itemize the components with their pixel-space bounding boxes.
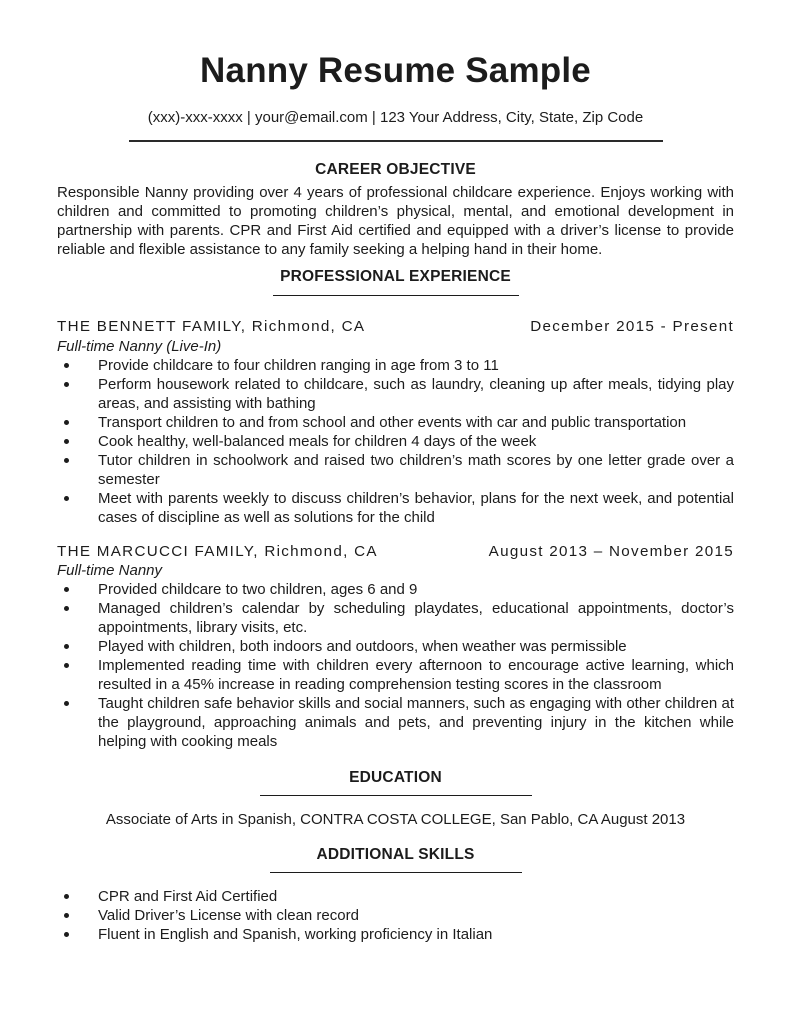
list-item: [57, 637, 734, 656]
job-bullet-list-bennett: [57, 356, 734, 527]
list-item: [57, 356, 734, 375]
list-item: [57, 432, 734, 451]
employer-name: THE BENNETT FAMILY, Richmond, CA: [57, 318, 366, 335]
list-item: [57, 925, 734, 944]
job-header-bennett: [57, 317, 734, 337]
bullet-icon: [64, 363, 69, 368]
job-title: Full-time Nanny: [57, 562, 163, 579]
section-heading-professional-experience: PROFESSIONAL EXPERIENCE: [280, 268, 511, 285]
list-item: [57, 887, 734, 906]
bullet-icon: [64, 458, 69, 463]
section-underline-professional-experience: [273, 295, 519, 296]
bullet-text: CPR and First Aid Certified: [98, 888, 278, 905]
bullet-text: Tutor children in schoolwork and raised two children’s math scores by one letter grade over a semester: [98, 451, 734, 488]
education-entry: Associate of Arts in Spanish, CONTRA COSTA COLLEGE, San Pablo, CA August 2013: [105, 811, 686, 828]
bullet-icon: [64, 701, 69, 706]
list-item: [57, 375, 734, 413]
bullet-icon: [64, 382, 69, 387]
list-item: [57, 906, 734, 925]
bullet-text: Provided childcare to two children, ages 6 and 9: [98, 581, 418, 598]
bullet-icon: [64, 587, 69, 592]
bullet-icon: [64, 644, 69, 649]
employment-dates: December 2015 - Present: [530, 318, 734, 335]
list-item: [57, 580, 734, 599]
bullet-icon: [64, 663, 69, 668]
job-bullet-list-marcucci: [57, 580, 734, 751]
bullet-text: Fluent in English and Spanish, working proficiency in Italian: [98, 926, 493, 943]
list-item: [57, 413, 734, 432]
bullet-text: Valid Driver’s License with clean record: [98, 907, 359, 924]
bullet-icon: [64, 439, 69, 444]
section-heading-education: EDUCATION: [349, 769, 442, 786]
list-item: [57, 489, 734, 527]
bullet-text: Managed children’s calendar by scheduling playdates, educational appointments, doctor’s appointments, library visits, etc.: [98, 600, 734, 636]
job-header-marcucci: [57, 542, 734, 562]
bullet-text: Implemented reading time with children every afternoon to encourage active learning, which resulted in a 45% increase in reading comprehension testing scores in the classroom: [98, 657, 734, 693]
header-divider: [129, 140, 663, 142]
bullet-text: Meet with parents weekly to discuss children’s behavior, plans for the next week, and potential cases of discipline as well as solutions for the child: [98, 489, 734, 526]
section-underline-additional-skills: [270, 872, 522, 873]
bullet-icon: [64, 913, 69, 918]
bullet-text: Cook healthy, well-balanced meals for children 4 days of the week: [98, 432, 537, 450]
bullet-icon: [64, 932, 69, 937]
bullet-text: Played with children, both indoors and outdoors, when weather was permissible: [98, 638, 627, 655]
bullet-text: Perform housework related to childcare, such as laundry, cleaning up after meals, tidying play areas, and assisting with bathing: [98, 375, 734, 412]
skills-bullet-list: [57, 887, 734, 944]
bullet-icon: [64, 496, 69, 501]
bullet-text: Transport children to and from school and other events with car and public transportation: [98, 413, 687, 431]
career-objective-text: Responsible Nanny providing over 4 years of professional childcare experience. Enjoys working with children and committed to promoting children’s physical, mental, and emotional development in partnership with parents. CPR and First Aid certified and equipped with a driver’s license to provide reliable and flexible assistance to any family seeking a helping hand in their home.: [57, 184, 734, 258]
section-underline-education: [260, 795, 532, 796]
employer-name: THE MARCUCCI FAMILY, Richmond, CA: [57, 542, 378, 560]
list-item: [57, 694, 734, 751]
bullet-icon: [64, 420, 69, 425]
bullet-icon: [64, 894, 69, 899]
contact-info: (xxx)-xxx-xxxx | your@email.com | 123 Your Address, City, State, Zip Code: [147, 109, 644, 126]
page-title: Nanny Resume Sample: [200, 51, 591, 90]
job-title: Full-time Nanny (Live-In): [57, 337, 222, 355]
bullet-text: Taught children safe behavior skills and social manners, such as engaging with other children at the playground, approaching animals and pets, and preventing injury in the kitchen while helping with cooking meals: [98, 695, 734, 750]
bullet-text: Provide childcare to four children ranging in age from 3 to 11: [98, 356, 499, 374]
list-item: [57, 451, 734, 489]
list-item: [57, 599, 734, 637]
list-item: [57, 656, 734, 694]
bullet-icon: [64, 606, 69, 611]
employment-dates: August 2013 – November 2015: [488, 542, 734, 560]
section-heading-additional-skills: ADDITIONAL SKILLS: [316, 846, 475, 863]
section-heading-career-objective: CAREER OBJECTIVE: [315, 161, 476, 178]
